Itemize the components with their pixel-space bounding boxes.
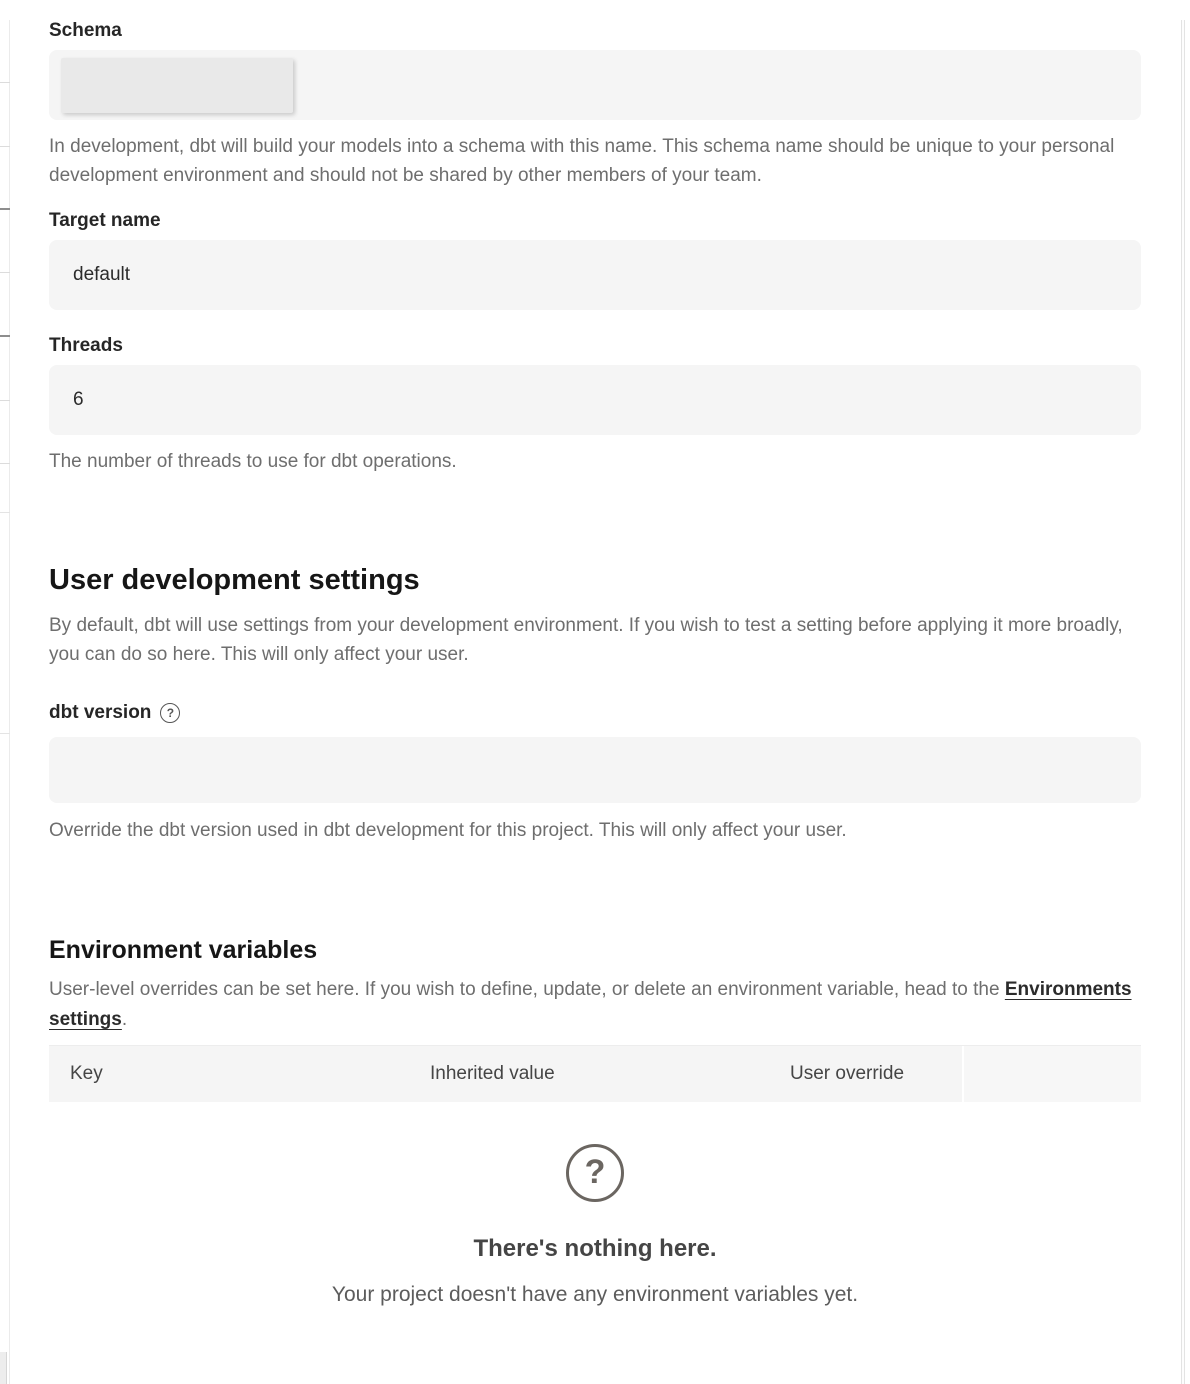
schema-label: Schema (49, 20, 122, 41)
dbt-version-input[interactable] (49, 737, 1141, 803)
divider-tick (0, 463, 10, 464)
description-suffix: . (121, 1009, 128, 1030)
dbt-version-help-text: Override the dbt version used in dbt development for this project. This will only affect your user. (49, 820, 847, 841)
left-scrollbar-thumb[interactable] (0, 1352, 7, 1384)
divider-tick (0, 335, 10, 337)
user-development-settings-description: By default, dbt will use settings from your development environment. If you wish to test a setting before applying it more broadly, you can do so here. This will only affect your user. (49, 615, 1123, 665)
scrollbar-track[interactable] (1181, 20, 1185, 1384)
help-tooltip-icon[interactable]: ? (160, 703, 180, 723)
threads-help-text: The number of threads to use for dbt operations. (49, 451, 457, 472)
environments-settings-link[interactable]: Environments settings (49, 979, 1132, 1030)
empty-state-title: There's nothing here. (473, 1235, 717, 1262)
empty-state-subtitle: Your project doesn't have any environment variables yet. (331, 1283, 859, 1306)
environment-variables-description (49, 975, 1141, 1035)
question-circle-icon: ? (566, 1144, 624, 1202)
settings-page (49, 20, 1141, 1308)
column-header-key: Key (70, 1063, 103, 1084)
redacted-value-block (61, 58, 293, 113)
user-development-settings-title: User development settings (49, 564, 420, 596)
divider-tick (0, 733, 10, 734)
divider-tick (0, 208, 10, 210)
threads-input[interactable] (49, 365, 1141, 435)
divider-tick (0, 146, 10, 147)
environment-variables-title: Environment variables (49, 936, 318, 964)
divider-tick (0, 400, 10, 401)
divider-tick (0, 512, 10, 513)
env-vars-table-header (49, 1045, 1141, 1102)
divider-tick (0, 82, 10, 83)
env-vars-empty-state (49, 1144, 1141, 1308)
dbt-version-label: dbt version (49, 702, 152, 723)
column-header-actions (962, 1046, 1141, 1102)
divider-tick (0, 272, 10, 273)
schema-help-text: In development, dbt will build your models into a schema with this name. This schema name should be unique to your personal development environment and should not be shared by other members of your team. (49, 136, 1115, 186)
target-name-input[interactable] (49, 240, 1141, 310)
threads-label: Threads (49, 335, 123, 356)
description-prefix: User-level overrides can be set here. If you wish to define, update, or delete an environment variable, head to the (49, 979, 1005, 1000)
schema-input[interactable] (49, 50, 1141, 120)
target-name-label: Target name (49, 210, 161, 231)
left-panel-edge (0, 20, 10, 1384)
column-header-user-override: User override (790, 1063, 905, 1084)
column-header-inherited-value: Inherited value (430, 1063, 555, 1084)
